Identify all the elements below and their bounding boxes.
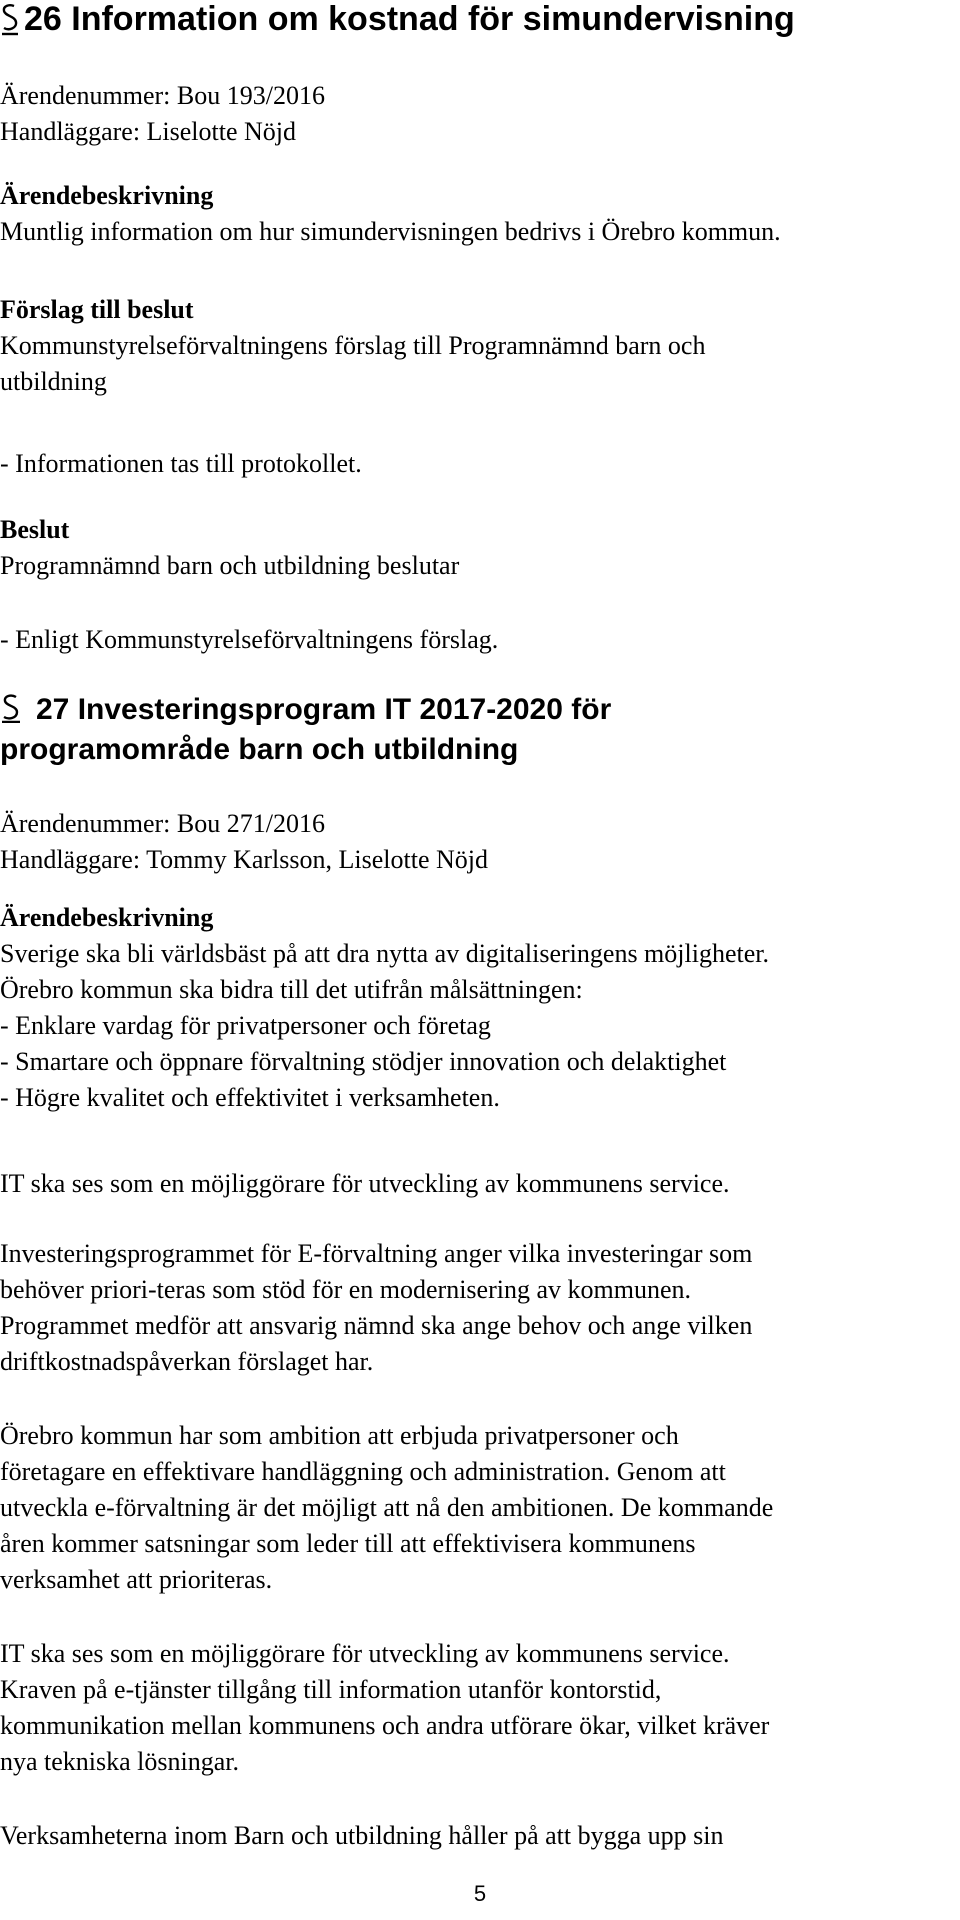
description-title: Ärendebeskrivning [0, 903, 214, 932]
description-line: - Smartare och öppnare förvaltning stödjer innovation och delaktighet [0, 1047, 727, 1076]
proposal-point: - Informationen tas till protokollet. [0, 449, 362, 478]
proposal-line: Kommunstyrelseförvaltningens förslag till Programnämnd barn och [0, 331, 706, 360]
case-number: Ärendenummer: Bou 271/2016 [0, 809, 325, 838]
paragraph-it [0, 1166, 960, 1202]
paragraph-line: verksamhet att prioriteras. [0, 1565, 273, 1594]
description-title: Ärendebeskrivning [0, 181, 214, 210]
paragraph-line: Kraven på e-tjänster tillgång till information utanför kontorstid, [0, 1675, 662, 1704]
section-26-heading-text: 26 Information om kostnad för simundervisning [24, 0, 795, 38]
paragraph-line: Programmet medför att ansvarig nämnd ska ange behov och ange vilken [0, 1311, 753, 1340]
section-27-heading-line1: 27 Investeringsprogram IT 2017-2020 för [36, 693, 612, 726]
section-26-proposal-point [0, 446, 960, 482]
decision-title: Beslut [0, 515, 70, 544]
section-27-heading-line2: programområde barn och utbildning [0, 733, 519, 766]
section-26-meta [0, 78, 960, 150]
decision-text: Programnämnd barn och utbildning beslutar [0, 551, 460, 580]
section-27-meta [0, 806, 960, 878]
section-27-description [0, 900, 960, 1116]
description-line: Örebro kommun ska bidra till det utifrån målsättningen: [0, 975, 583, 1004]
proposal-title: Förslag till beslut [0, 295, 194, 324]
paragraph-line: utveckla e-förvaltning är det möjligt att nå den ambitionen. De kommande [0, 1493, 774, 1522]
description-text: Muntlig information om hur simundervisningen bedrivs i Örebro kommun. [0, 217, 781, 246]
paragraph-anchor-icon [0, 693, 22, 723]
paragraph-line: IT ska ses som en möjliggörare för utveckling av kommunens service. [0, 1169, 730, 1198]
description-line: Sverige ska bli världsbäst på att dra nytta av digitaliseringens möjligheter. [0, 939, 769, 968]
paragraph-line: behöver priori-teras som stöd för en modernisering av kommunen. [0, 1275, 691, 1304]
section-26-description [0, 178, 960, 250]
handler: Handläggare: Tommy Karlsson, Liselotte Nöjd [0, 845, 488, 874]
paragraph-line: kommunikation mellan kommunens och andra utförare ökar, vilket kräver [0, 1711, 770, 1740]
proposal-line: utbildning [0, 367, 107, 396]
paragraph-last [0, 1818, 960, 1854]
paragraph-line: Investeringsprogrammet för E-förvaltning anger vilka investeringar som [0, 1239, 753, 1268]
paragraph-anchor-icon [0, 2, 20, 36]
paragraph-it-requirements [0, 1636, 960, 1780]
paragraph-line: åren kommer satsningar som leder till att effektivisera kommunens [0, 1529, 696, 1558]
decision-point: - Enligt Kommunstyrelseförvaltningens förslag. [0, 625, 499, 654]
paragraph-line: driftkostnadspåverkan förslaget har. [0, 1347, 374, 1376]
section-26-decision-point [0, 622, 960, 658]
section-26-decision [0, 512, 960, 584]
section-27-heading [0, 690, 960, 770]
paragraph-line: Verksamheterna inom Barn och utbildning håller på att bygga upp sin [0, 1821, 724, 1850]
section-26-heading [0, 0, 960, 38]
paragraph-line: nya tekniska lösningar. [0, 1747, 240, 1776]
page-number: 5 [473, 1881, 487, 1906]
section-26-proposal [0, 292, 960, 400]
paragraph-ambition [0, 1418, 960, 1598]
description-line: - Enklare vardag för privatpersoner och företag [0, 1011, 491, 1040]
paragraph-investment [0, 1236, 960, 1380]
case-number: Ärendenummer: Bou 193/2016 [0, 81, 325, 110]
description-line: - Högre kvalitet och effektivitet i verksamheten. [0, 1083, 500, 1112]
paragraph-line: företagare en effektivare handläggning och administration. Genom att [0, 1457, 726, 1486]
paragraph-line: IT ska ses som en möjliggörare för utveckling av kommunens service. [0, 1639, 730, 1668]
handler: Handläggare: Liselotte Nöjd [0, 117, 297, 146]
paragraph-line: Örebro kommun har som ambition att erbjuda privatpersoner och [0, 1421, 679, 1450]
